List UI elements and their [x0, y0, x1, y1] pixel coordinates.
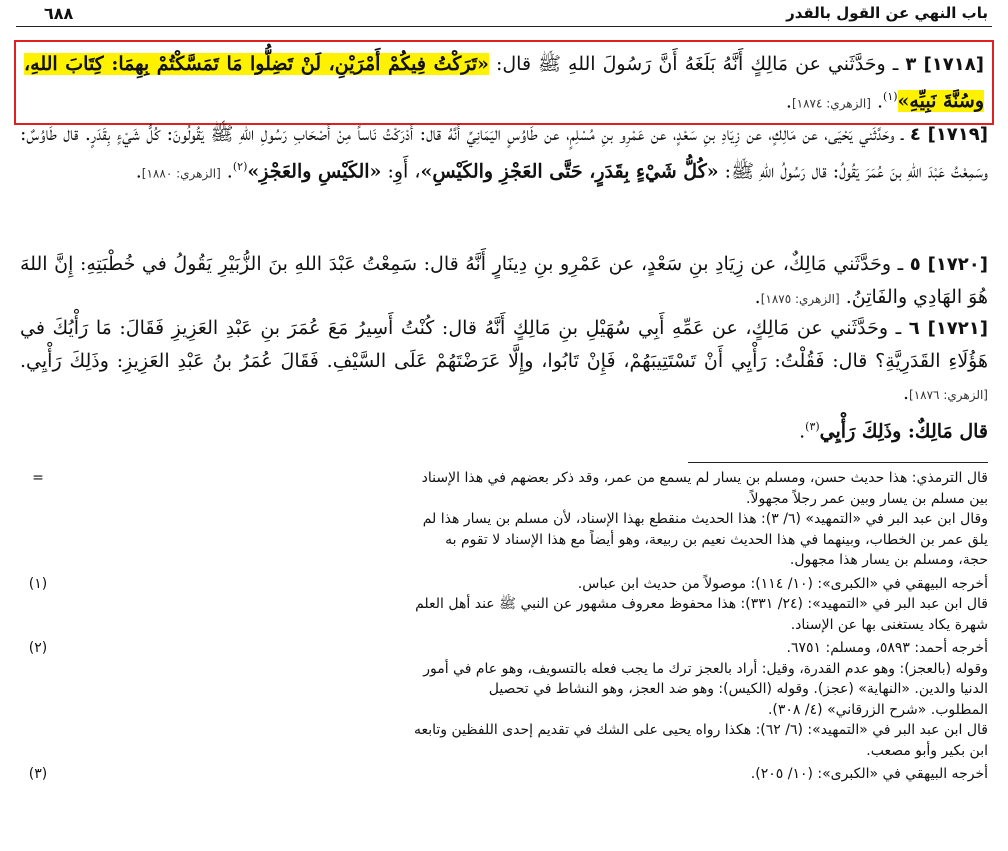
hadith-text: ـ وحَدَّثَني عن مَالِكٍ، عن عَمِّهِ أَبِي سُهَيْلِ بنِ مَالِكٍ أَنَّهُ قال: كُنْتُ أَسِيرُ مَعَ عُمَرَ بنِ عَبْدِ العَزِيزِ فَقَالَ: مَا رَأْيُكَ في هَؤُلَاءِ القَدَرِيَّةِ؟ قال: فَقُلْتُ: رَأْيِي أَنْ تَسْتَتِيبَهُمْ، فَإِنْ تَابُوا، وإِلَّا عَرَضْتَهُمْ عَلَى السَّيْفِ. فَقَالَ عُمَرُ بنُ عَبْدِ العَزِيزِ: وذَلِكَ رَأْيِي.	[20, 317, 988, 372]
footnote-number: (٢)	[28, 640, 48, 656]
hadith-closing-line: قال مَالِكٌ: وذَلِكَ رَأْيِي	[819, 420, 988, 443]
zuhri-reference: [الزهري: ١٨٧٥]	[760, 292, 840, 306]
hadith-text: ـ وحَدَّثَني عن مَالِكٍ أَنَّهُ بَلَغَهُ أَنَّ رَسُولَ اللهِ ﷺ قال:	[488, 53, 906, 75]
footnote-2: (٢) أخرجه أحمد: ٥٨٩٣، ومسلم: ٦٧٥١. وقوله (بالعجز): وهو عدم القدرة، وقيل: أراد بالعجز ترك ما يجب فعله بالتسويف، وهو عام في أمور الدنيا والدين. «النهاية» (عجز). وقوله (الكيس): وهو ضد العجز، وهو النشاط في تحصيل المطلوب. «شرح الزرقاني» (٤/ ٣٠٨). قال ابن عبد البر في «التمهيد»: (٦/ ٦٢): هكذا رواه يحيى على الشك في تقديم إحدى اللفظين وتابعه ابن بكير وأبو مصعب.	[70, 638, 988, 761]
page-number: ٦٨٨	[38, 4, 79, 23]
hadith-1721: [١٧٢١] ٦ ـ وحَدَّثَني عن مَالِكٍ، عن عَمِّهِ أَبِي سُهَيْلِ بنِ مَالِكٍ أَنَّهُ قال: كُنْتُ أَسِيرُ مَعَ عُمَرَ بنِ عَبْدِ العَزِيزِ فَقَالَ: مَا رَأْيُكَ في هَؤُلَاءِ القَدَرِيَّةِ؟ قال: فَقُلْتُ: رَأْيِي أَنْ تَسْتَتِيبَهُمْ، فَإِنْ تَابُوا، وإِلَّا عَرَضْتَهُمْ عَلَى السَّيْفِ. فَقَالَ عُمَرُ بنُ عَبْدِ العَزِيزِ: وذَلِكَ رَأْيِي. [الزهري: ١٨٧٦]. قال مَالِكٌ: وذَلِكَ رَأْيِي$^{(٣)}$.	[20, 317, 988, 443]
footnote-ref: (٢)	[232, 160, 248, 173]
continuation-marker: =	[32, 470, 44, 486]
hadith-1719: [١٧١٩] ٤ ـ وحَدَّثَني يَحْيَى، عن مَالِكٍ، عن زِيَادِ بنِ سَعْدٍ، عن عَمْرِو بنِ مُسْلِمٍ، عن طَاوُسٍ اليَمَانِيِّ أَنَّهُ قال: أَدْرَكْتُ نَاساً مِنْ أَصْحَابِ رَسُولِ اللهِ ﷺ يَقُولُونَ: كُلُّ شَيْءٍ بِقَدَرٍ. قال طَاوُسٌ: وسَمِعْتُ عَبْدَ اللهِ بنَ عُمَرَ يَقُولُ: قال رَسُولُ اللهِ ﷺ: «كُلُّ شَيْءٍ بِقَدَرٍ، حَتَّى العَجْزِ والكَيْسِ»، أَوِ: «الكَيْسِ والعَجْزِ»$^{(٢)}$. [الزهري: ١٨٨٠].	[20, 123, 988, 183]
footnote-ref: (٣)	[805, 420, 820, 433]
bold-quote: «كُلُّ شَيْءٍ بِقَدَرٍ، حَتَّى العَجْزِ والكَيْسِ»	[420, 160, 719, 183]
hadith-text: ـ وحَدَّثَني مَالِكٌ، عن زِيَادِ بنِ سَعْدٍ، عن عَمْرِو بنِ دِينَارٍ أَنَّهُ قال: سَمِعْتُ عَبْدَ اللهِ بنَ الزُّبَيْرِ يَقُولُ في خُطْبَتِهِ: إِنَّ اللهَ هُوَ الهَادِي والفَاتِنُ.	[20, 253, 988, 308]
chapter-title: باب النهي عن القول بالقدر	[778, 4, 988, 22]
running-header	[16, 4, 992, 27]
hadith-number: [١٧٢٠] ٥	[909, 254, 988, 275]
footnote-ref: (١)	[883, 90, 898, 103]
footnote-1: (١) أخرجه البيهقي في «الكبرى»: (١٠/ ١١٤): موصولاً من حديث ابن عباس. قال ابن عبد البر في «التمهيد»: (٢٤/ ٣٣١): هذا محفوظ معروف مشهور عن النبي ﷺ عند أهل العلم شهرة يكاد يستغنى بها عن الإسناد.	[70, 574, 988, 636]
hadith-1720: [١٧٢٠] ٥ ـ وحَدَّثَني مَالِكٌ، عن زِيَادِ بنِ سَعْدٍ، عن عَمْرِو بنِ دِينَارٍ أَنَّهُ قال: سَمِعْتُ عَبْدَ اللهِ بنَ الزُّبَيْرِ يَقُولُ في خُطْبَتِهِ: إِنَّ اللهَ هُوَ الهَادِي والفَاتِنُ. [الزهري: ١٨٧٥].	[20, 253, 988, 308]
hadith-number: [١٧٢١] ٦	[908, 318, 988, 339]
footnotes	[28, 468, 988, 788]
hadith-number: [١٧١٨] ٣	[905, 54, 984, 75]
footnote-separator	[688, 462, 988, 463]
footnote-continuation: = قال الترمذي: هذا حديث حسن، ومسلم بن يسار لم يسمع من عمر، وقد ذكر بعضهم في هذا الإسناد بين مسلم بن يسار وبين عمر رجلاً مجهولاً. وقال ابن عبد البر في «التمهيد» (٦/ ٣): هذا الحديث منقطع بهذا الإسناد، لأن مسلم بن يسار هذا لم يلق عمر بن الخطاب، وبينهما في هذا الحديث نعيم بن ربيعة، وهو أيضاً مع هذا الإسناد لا تقوم به حجة، ومسلم بن يسار هذا مجهول.	[70, 468, 988, 571]
bold-quote: «الكَيْسِ والعَجْزِ»	[247, 160, 382, 183]
footnote-3: (٣) أخرجه البيهقي في «الكبرى»: (١٠/ ٢٠٥).	[70, 764, 988, 785]
hadith-text: ـ وحَدَّثَني يَحْيَى، عن مَالِكٍ، عن زِيَادِ بنِ سَعْدٍ، عن عَمْرِو بنِ مُسْلِمٍ، عن طَاوُسٍ اليَمَانِيِّ أَنَّهُ قال: أَدْرَكْتُ نَاساً مِنْ أَصْحَابِ رَسُولِ اللهِ ﷺ يَقُولُونَ: كُلُّ شَيْءٍ بِقَدَرٍ. قال طَاوُسٌ: وسَمِعْتُ عَبْدَ اللهِ بنَ عُمَرَ يَقُولُ: قال رَسُولُ اللهِ ﷺ:	[20, 123, 988, 183]
highlighted-quote: «تَرَكْتُ فِيكُمْ أَمْرَيْنِ، لَنْ تَضِلُّوا مَا تَمَسَّكْتُمْ بِهِمَا: كِتَابَ اللهِ، وسُنَّةَ نَبِيِّهِ»	[24, 53, 984, 113]
hadith-1718: [١٧١٨] ٣ ـ وحَدَّثَني عن مَالِكٍ أَنَّهُ بَلَغَهُ أَنَّ رَسُولَ اللهِ ﷺ قال: «تَرَكْتُ فِيكُمْ أَمْرَيْنِ، لَنْ تَضِلُّوا مَا تَمَسَّكْتُمْ بِهِمَا: كِتَابَ اللهِ، وسُنَّةَ نَبِيِّهِ»$^{(١)}$. [الزهري: ١٨٧٤].	[14, 40, 994, 125]
zuhri-reference: [الزهري: ١٨٧٤]	[791, 96, 871, 111]
zuhri-reference: [الزهري: ١٨٨٠]	[141, 166, 221, 181]
footnote-number: (٣)	[28, 766, 48, 782]
zuhri-reference: [الزهري: ١٨٧٦]	[909, 388, 988, 402]
footnote-number: (١)	[28, 575, 48, 592]
hadith-number: [١٧١٩] ٤	[909, 124, 988, 145]
